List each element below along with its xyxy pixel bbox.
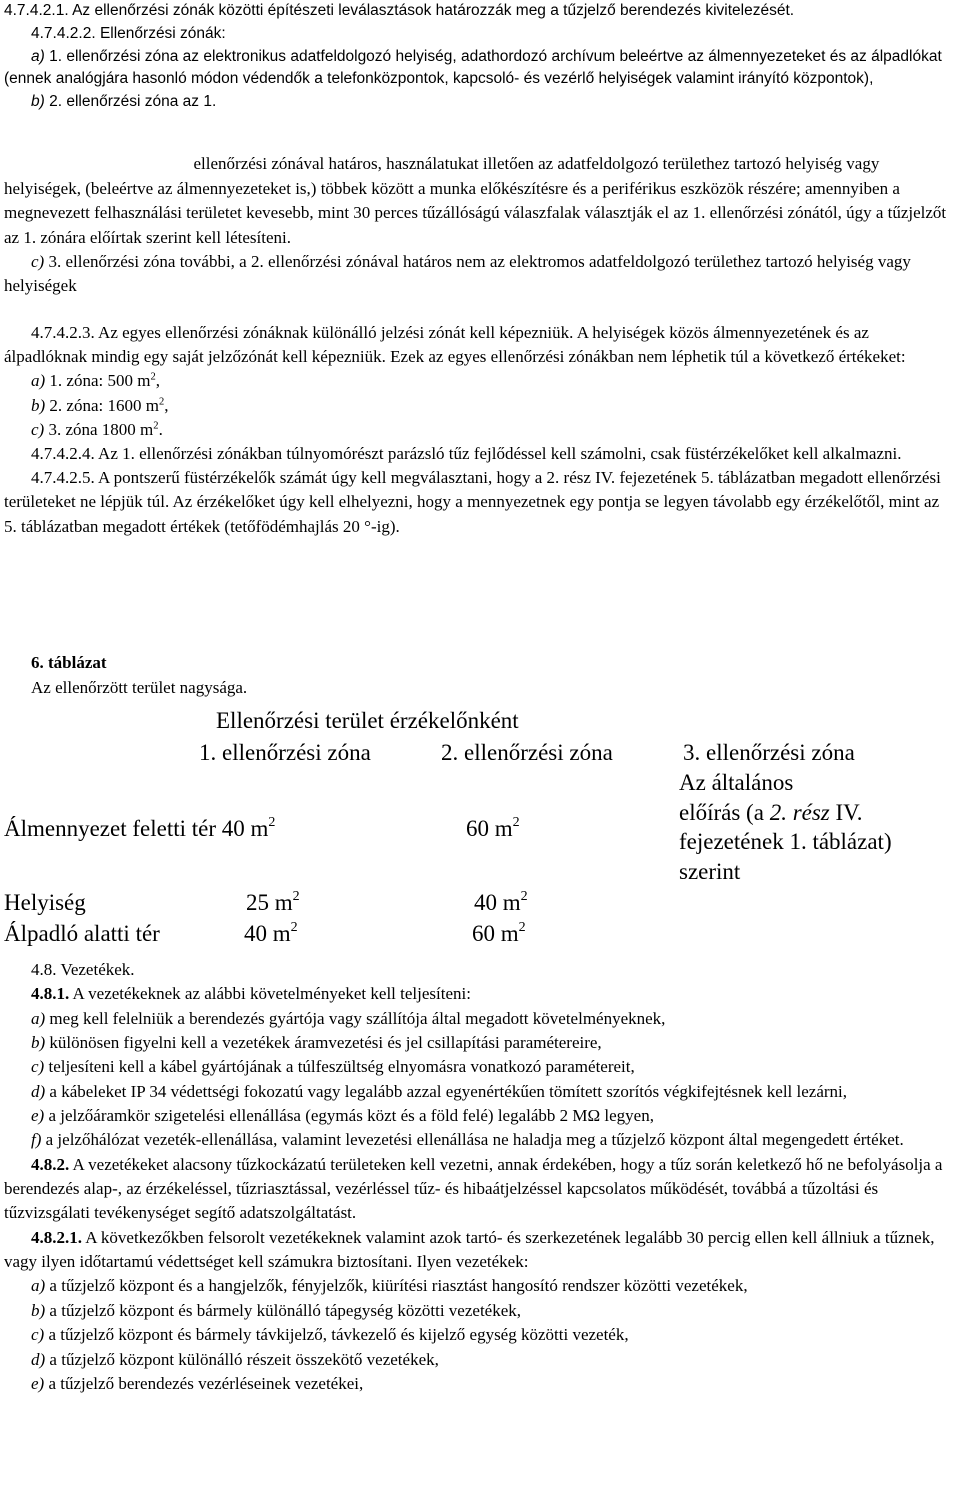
item-text: 2. zóna: 1600 m [45, 395, 159, 415]
item-end: . [158, 419, 163, 439]
item-text: különösen figyelni kell a vezetékek áramvezetési és jel csillapítási paramétereire, [45, 1033, 602, 1053]
list-item [4, 1372, 952, 1396]
item-text: 1. zóna: 500 m [45, 371, 151, 391]
unit-sup: 2 [268, 815, 276, 830]
unit-sup: 2 [512, 815, 520, 830]
para-4-7-4-2-2 [4, 23, 952, 46]
item-text: meg kell felelniük a berendezés gyártója vagy szállítója által megadott követelményeknek, [45, 1008, 666, 1028]
row-raised-floor-zone2 [472, 919, 526, 949]
item-end: , [155, 371, 160, 391]
list-item [4, 1031, 952, 1055]
col-zone1: 1. ellenőrzési zóna [199, 740, 371, 765]
list-item [4, 1055, 952, 1079]
item-label: a) [31, 1008, 46, 1028]
note-line: fejezetének 1. táblázat) [679, 829, 892, 854]
item-label: b) [31, 395, 46, 415]
item-text: a tűzjelző berendezés vezérléseinek vezetékei, [44, 1373, 364, 1393]
note-line: Az általános [679, 770, 794, 795]
item-label: d) [31, 1081, 46, 1101]
para-4-8-1 [4, 982, 952, 1006]
item-text: 3. zóna 1800 m [44, 419, 154, 439]
item-b-zone2 [4, 91, 952, 114]
item-b-continuation [4, 152, 952, 298]
row-room-label: Helyiség [4, 890, 86, 915]
section-4-7-4-2-3 [4, 321, 952, 539]
item-text: a jelzőáramkör szigetelési ellenállása (egymás közt és a föld felé) legalább 2 MΩ legyen, [44, 1106, 654, 1126]
col-zone3: 3. ellenőrzési zóna [683, 740, 855, 765]
row-room-zone1 [246, 888, 300, 918]
item-c-zone3 [4, 250, 952, 298]
table-subtitle: Az ellenőrzött terület nagysága. [31, 678, 248, 697]
item-text: a jelzőhálózat vezeték-ellenállása, valamint levezetési ellenállása ne haladja meg a tűzjelző központ által megengedett értéket. [41, 1130, 904, 1150]
item-label: c) [31, 1057, 45, 1077]
unit-sup: 2 [153, 420, 159, 432]
row-raised-floor-label: Álpadló alatti tér [4, 921, 160, 946]
item-text: 3. ellenőrzési zóna további, a 2. ellenőrzési zónával határos nem az elektromos adatfeldolgozó területhez tartozó helyiség vagy helyiségek [4, 251, 911, 296]
item-text: a tűzjelző központ és a hangjelzők, fényjelzők, kiürítési riasztást hangosító rendszer közötti vezetékek, [45, 1276, 748, 1296]
note-part: 2. rész [769, 799, 830, 825]
section-4-7-4-2 [4, 0, 952, 114]
zone-limit-c [4, 418, 952, 442]
item-b-body: ellenőrzési zónával határos, használatukat illetően az adatfeldolgozó területhez tartozó helyiség vagy helyiségek, (beleértve az álmennyezeteket is,) többek között a munka előkészítésre és a periférikus eszközök részére; amennyiben a megnevezett felhasználási területet kevesebb, mint 30 perces tűzállóságú válaszfalak választják el az 1. ellenőrzési zónától, úgy a tűzjelzőt az 1. zónára előírtak szerint kell létesíteni. [4, 154, 947, 247]
list-item [4, 1274, 952, 1298]
section-number: 4.8.1. [31, 984, 70, 1004]
list-item [4, 1299, 952, 1323]
unit-sup: 2 [290, 920, 298, 935]
para-text: A következőkben felsorolt vezetékeknek valamint azok tartó- és szerkezetének legalább 30 percig ellen kell állniuk a tűznek, vagy ilyen időtartamú védettséget kell számukra biztosítani. Ilyen vezetékek: [4, 1227, 935, 1272]
cell-value: 25 m [246, 890, 293, 915]
item-label: e) [31, 1373, 45, 1393]
cell-value: 60 m [472, 921, 519, 946]
item-text: a tűzjelző központ különálló részeit összekötő vezetékek, [45, 1349, 439, 1369]
item-text: a tűzjelző központ és bármely távkijelző, távkezelő és kijelző egység közötti vezeték, [44, 1325, 629, 1345]
row-suspended-ceiling-label [4, 814, 275, 844]
item-label: a) [31, 1276, 46, 1296]
item-label: c) [31, 419, 45, 439]
item-text: a kábeleket IP 34 védettségi fokozatú vagy legalább azzal egyenértékűen tömített szorítós végkifejtésnek kell lezárni, [45, 1081, 848, 1101]
list-item [4, 1104, 952, 1128]
table-title: 6. táblázat [31, 653, 107, 672]
para-4-7-4-2-4: 4.7.4.2.4. Az 1. ellenőrzési zónákban túlnyomórészt parázsló tűz fejlődéssel kell számolni, csak füstérzékelőket kell alkalmazni. [31, 444, 902, 464]
unit-sup: 2 [150, 371, 156, 383]
col-zone3-note [679, 768, 892, 886]
list-item [4, 1007, 952, 1031]
table-6-caption [31, 650, 952, 700]
col-zone2: 2. ellenőrzési zóna [441, 740, 613, 765]
item-label: b) [31, 1300, 46, 1320]
note-part: előírás (a [679, 799, 770, 825]
item-label: c) [31, 251, 45, 271]
note-line: szerint [679, 858, 741, 884]
item-label: d) [31, 1349, 46, 1369]
item-end: , [164, 395, 169, 415]
note-part: IV. [829, 799, 863, 825]
para-text: A vezetékeket alacsony tűzkockázatú területeken kell vezetni, annak érdekében, hogy a tűz során keletkező hő ne befolyásolja a berendezés alap-, az érzékeléssel, tűzriasztással, vezérléssel tűz- és hibaátjelzéssel kapcsolatos működését, továbbá a tűzoltási és tűzvizsgálati tevékenységet segítő adatszolgáltatást. [4, 1154, 943, 1223]
section-number: 4.8.2.1. [31, 1227, 82, 1247]
unit-sup: 2 [518, 920, 526, 935]
item-label: a) [31, 47, 45, 65]
para-text: A vezetékeknek az alábbi követelményeket kell teljesíteni: [69, 984, 471, 1004]
list-item [4, 1348, 952, 1372]
item-label: f) [31, 1130, 42, 1150]
item-text: 2. ellenőrzési zóna az 1. [44, 93, 217, 111]
cell-value: 40 m [474, 890, 521, 915]
section-4-8 [4, 958, 952, 1396]
item-label: b) [31, 1033, 46, 1053]
zone-limit-a [4, 369, 952, 393]
item-label: a) [31, 371, 46, 391]
row-label: Álmennyezet feletti tér 40 m [4, 816, 269, 841]
row-suspended-ceiling-zone2 [466, 814, 520, 844]
para-4-7-4-2-5: 4.7.4.2.5. A pontszerű füstérzékelők számát úgy kell megválasztani, hogy a 2. rész IV. fejezetének 5. táblázatban megadott ellenőrzési területeket ne lépjük túl. Az érzékelőket úgy kell elhelyezni, hogy a mennyezetnek egy pontja se legyen távolabb egy érzékelőtől, mint az 5. táblázatban megadott értékek (tetőfödémhajlás 20 °-ig). [4, 468, 941, 536]
item-label: c) [31, 1325, 45, 1345]
unit-sup: 2 [520, 889, 528, 904]
para-4-8-2-1 [4, 1226, 952, 1275]
row-raised-floor-zone1 [244, 919, 298, 949]
item-text: a tűzjelző központ és bármely különálló tápegység közötti vezetékek, [45, 1300, 522, 1320]
cell-value: 40 m [244, 921, 291, 946]
para-4-8-2 [4, 1153, 952, 1226]
para-4-7-4-2-2-text: 4.7.4.2.2. Ellenőrzési zónák: [31, 24, 226, 42]
unit-sup: 2 [158, 396, 165, 408]
table-header: Ellenőrzési terület érzékelőnként [216, 708, 519, 733]
cell-value: 60 m [466, 816, 513, 841]
heading-4-8: 4.8. Vezetékek. [31, 960, 135, 979]
item-label: e) [31, 1106, 45, 1126]
row-room-zone2 [474, 888, 528, 918]
item-a-zone1 [4, 46, 952, 92]
list-item [4, 1323, 952, 1347]
item-text: teljesíteni kell a kábel gyártójának a túlfeszültség elnyomásra vonatkozó paramétereit, [44, 1057, 635, 1077]
item-b-text [4, 152, 952, 250]
note-line [679, 798, 892, 828]
para-4-7-4-2-1: 4.7.4.2.1. Az ellenőrzési zónák közötti építészeti leválasztások határozzák meg a tűzjelző berendezés kivitelezését. [4, 2, 795, 19]
item-text: 1. ellenőrzési zóna az elektronikus adatfeldolgozó helyiség, adathordozó archívum beleértve az álmennyezeteket és az álpadlókat (ennek analógjára hasonló módon védendők a telefonközpontok, kapcsoló- és vezérlő helyiségek valamint irányító központok), [4, 47, 942, 88]
para-4-7-4-2-3: 4.7.4.2.3. Az egyes ellenőrzési zónáknak különálló jelzési zónát kell képezniük. A helyiségek közös álmennyezetének és az álpadlóknak mindig egy saját jelzőzónát kell képezniük. Ezek az egyes ellenőrzési zónákban nem léphetik túl a következő értékeket: [4, 323, 906, 367]
unit-sup: 2 [292, 889, 300, 904]
item-label: b) [31, 93, 45, 111]
zone-limit-b [4, 394, 952, 418]
section-number: 4.8.2. [31, 1154, 70, 1174]
list-item [4, 1128, 952, 1152]
list-item [4, 1080, 952, 1104]
